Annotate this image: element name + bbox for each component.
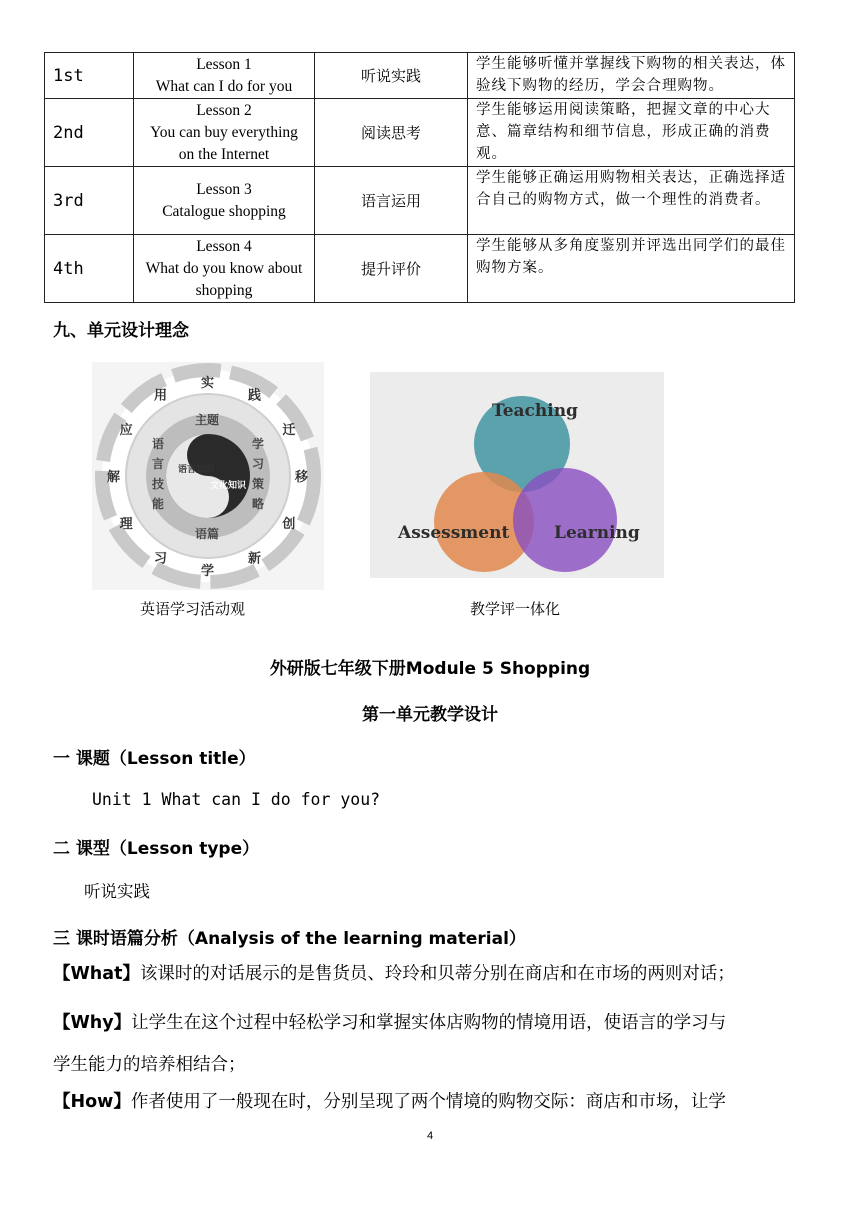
venn-diagram <box>370 372 664 578</box>
lesson-title-line: Catalogue shopping <box>162 202 286 220</box>
why-paragraph-cont: 学生能力的培养相结合； <box>53 1055 246 1075</box>
figure1-caption: 英语学习活动观 <box>140 600 246 618</box>
ring-char: 实 <box>201 376 215 391</box>
how-tag: 【How】 <box>53 1092 131 1112</box>
lesson-goal: 学生能够正确运用购物相关表达，正确选择适合自己的购物方式，做一个理性的消费者。 <box>468 167 795 235</box>
ring-char: 理 <box>119 517 133 532</box>
lesson-goal: 学生能够听懂并掌握线下购物的相关表达，体验线下购物的经历，学会合理购物。 <box>468 53 795 99</box>
ring-char: 解 <box>107 470 121 485</box>
inner-right-char: 习 <box>252 457 265 471</box>
section-3-title: 三 课时语篇分析（Analysis of the learning material） <box>53 929 526 949</box>
doc-title: 外研版七年级下册Module 5 Shopping <box>269 659 591 679</box>
lesson-title <box>134 235 315 303</box>
lesson-order: 4th <box>45 235 134 303</box>
ring-char: 践 <box>248 388 262 404</box>
page-number: 4 <box>426 1130 434 1142</box>
lesson-type: 语言运用 <box>315 167 468 235</box>
lesson-row <box>45 53 795 99</box>
how-text: 作者使用了一般现在时，分别呈现了两个情境的购物交际：商店和市场，让学 <box>130 1092 726 1112</box>
section-2-title: 二 课型（Lesson type） <box>53 839 260 859</box>
lesson-row <box>45 99 795 167</box>
lesson-title-line: What do you know about <box>145 259 303 277</box>
inner-right-char: 学 <box>252 437 265 451</box>
how-paragraph <box>53 1088 813 1113</box>
learning-circle <box>513 468 617 572</box>
section-1-body: Unit 1 What can I do for you? <box>92 790 381 809</box>
ring-char: 学 <box>201 564 215 579</box>
ring-char: 新 <box>248 551 262 567</box>
assessment-label: Assessment <box>398 523 510 543</box>
learning-label: Learning <box>554 523 640 543</box>
lesson-type: 听说实践 <box>315 53 468 99</box>
ring-char: 用 <box>154 388 168 404</box>
inner-left-char: 言 <box>152 457 165 471</box>
what-tag: 【What】 <box>53 964 140 984</box>
ring-char: 创 <box>282 517 296 532</box>
inner-right-char: 策 <box>252 477 265 491</box>
lesson-title-line: on the Internet <box>178 145 270 163</box>
lesson-title <box>134 99 315 167</box>
inner-left-char: 能 <box>152 497 165 511</box>
lesson-title-line: Lesson 4 <box>196 237 252 255</box>
ring-char: 应 <box>119 423 133 438</box>
ring-char: 习 <box>154 551 168 567</box>
ring-char: 迁 <box>282 423 296 438</box>
what-paragraph <box>53 960 813 985</box>
lesson-order: 1st <box>45 53 134 99</box>
lesson-row <box>45 235 795 303</box>
lesson-order: 3rd <box>45 167 134 235</box>
why-text: 让学生在这个过程中轻松学习和掌握实体店购物的情境用语，使语言的学习与 <box>131 1013 727 1033</box>
lesson-title-line: What can I do for you <box>155 77 293 95</box>
lesson-title <box>134 53 315 99</box>
lesson-goal: 学生能够从多角度鉴别并评选出同学们的最佳购物方案。 <box>468 235 795 303</box>
lesson-title-line: Lesson 3 <box>196 180 252 198</box>
lesson-type: 提升评价 <box>315 235 468 303</box>
section-1-title: 一 课题（Lesson title） <box>53 749 256 769</box>
lesson-title-line: You can buy everything <box>150 123 298 141</box>
lesson-table <box>44 52 795 303</box>
section-9-title: 九、单元设计理念 <box>53 321 189 341</box>
inner-left-char: 语 <box>152 437 165 451</box>
inner-right-char: 略 <box>252 497 265 511</box>
lesson-title <box>134 167 315 235</box>
ring-char: 移 <box>295 470 309 485</box>
inner-bottom-label: 语篇 <box>195 527 220 541</box>
lesson-title-line: shopping <box>195 281 253 299</box>
activity-wheel-figure <box>92 362 324 590</box>
lesson-order: 2nd <box>45 99 134 167</box>
lesson-type: 阅读思考 <box>315 99 468 167</box>
why-paragraph <box>53 1009 813 1034</box>
teaching-label: Teaching <box>492 401 578 421</box>
figure2-caption: 教学评一体化 <box>470 600 561 618</box>
lesson-goal: 学生能够运用阅读策略，把握文章的中心大意、篇章结构和细节信息，形成正确的消费观。 <box>468 99 795 167</box>
lesson-title-line: Lesson 1 <box>196 55 252 73</box>
yin-label: 语言知识 <box>178 465 215 475</box>
venn-figure <box>370 372 664 578</box>
section-2-body: 听说实践 <box>84 882 150 901</box>
yang-label: 文化知识 <box>210 481 247 491</box>
what-text: 该课时的对话展示的是售货员、玲玲和贝蒂分别在商店和在市场的两则对话； <box>139 964 735 984</box>
inner-top-label: 主题 <box>195 413 220 427</box>
doc-subtitle: 第一单元教学设计 <box>362 705 498 725</box>
lesson-row <box>45 167 795 235</box>
activity-wheel-diagram <box>92 362 324 590</box>
why-tag: 【Why】 <box>53 1013 132 1033</box>
lesson-title-line: Lesson 2 <box>196 101 252 119</box>
inner-left-char: 技 <box>152 477 165 491</box>
